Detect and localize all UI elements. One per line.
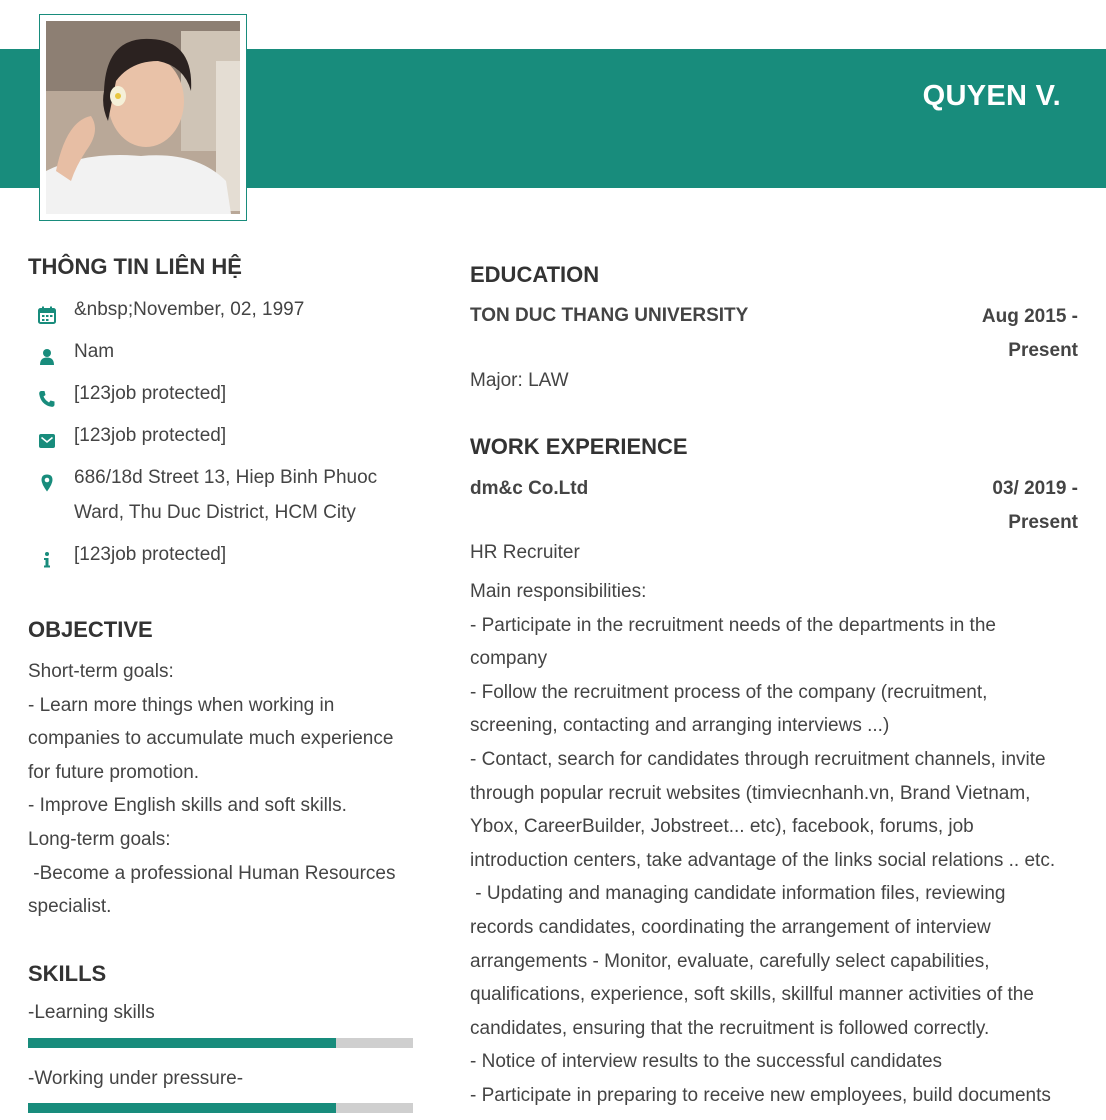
responsibility-line: - Follow the recruitment process of the company (recruitment, <box>470 681 988 703</box>
responsibility-line: arrangements - Monitor, evaluate, carefully select capabilities, <box>470 950 990 972</box>
contact-item-birthdate <box>28 292 418 327</box>
work-company: dm&c Co.Ltd <box>470 478 589 499</box>
contact-section-title: THÔNG TIN LIÊN HỆ <box>28 254 242 279</box>
skill-progress-fill <box>28 1103 336 1113</box>
address-text: 686/18d Street 13, Hiep Binh Phuoc Ward, Thu Duc District, HCM City <box>74 467 378 523</box>
skill-progress-fill <box>28 1038 336 1048</box>
responsibility-line: company <box>470 648 548 670</box>
responsibility-line: - Notice of interview results to the successful candidates <box>470 1051 943 1073</box>
info-text: [123job protected] <box>74 544 227 565</box>
contact-item-info <box>28 537 418 572</box>
skills-section-title: SKILLS <box>28 961 107 986</box>
info-icon <box>38 546 56 564</box>
gender-text: Nam <box>74 341 115 362</box>
candidate-name: QUYEN V. <box>922 80 1061 112</box>
work-date-end: Present <box>1008 511 1078 533</box>
education-institution: TON DUC THANG UNIVERSITY <box>470 305 749 326</box>
education-major: Major: LAW <box>470 370 569 391</box>
profile-photo-frame <box>39 14 247 221</box>
education-date-start: Aug 2015 - <box>981 306 1078 327</box>
contact-item-phone <box>28 376 418 411</box>
responsibility-line: through popular recruit websites (timviecnhanh.vn, Brand Vietnam, <box>470 782 1031 804</box>
responsibility-line: - Updating and managing candidate information files, reviewing <box>470 883 1006 905</box>
contact-item-email <box>28 418 418 453</box>
education-date <box>982 300 1078 367</box>
work-date-start: 03/ 2019 - <box>992 478 1078 499</box>
contact-item-gender <box>28 334 418 369</box>
responsibility-line: Main responsibilities: <box>470 581 647 602</box>
objective-line: Short-term goals: <box>28 661 174 682</box>
responsibility-line: - Contact, search for candidates through recruitment channels, invite <box>470 748 1046 770</box>
work-date <box>992 472 1078 539</box>
profile-photo <box>46 21 240 214</box>
skill-progress-bar <box>28 1103 413 1113</box>
skill-progress-bar <box>28 1038 413 1048</box>
envelope-icon <box>38 427 56 445</box>
work-section-title: WORK EXPERIENCE <box>470 434 688 459</box>
responsibility-line: Ybox, CareerBuilder, Jobstreet... etc), facebook, forums, job <box>470 816 974 838</box>
objective-line: Long-term goals: <box>28 828 171 850</box>
skill-label: -Learning skills <box>28 1002 155 1023</box>
skill-label: -Working under pressure- <box>28 1068 244 1089</box>
objective-line: for future promotion. <box>28 761 200 783</box>
responsibility-line: - Participate in preparing to receive new employees, build documents <box>470 1084 1051 1106</box>
email-text: [123job protected] <box>74 425 227 446</box>
responsibility-line: qualifications, experience, soft skills, skillful manner activities of the <box>470 984 1034 1006</box>
objective-line: - Improve English skills and soft skills. <box>28 795 347 817</box>
objective-line: -Become a professional Human Resources <box>28 862 396 884</box>
contact-item-address <box>28 460 418 530</box>
work-position: HR Recruiter <box>470 542 580 563</box>
objective-line: specialist. <box>28 896 112 918</box>
work-responsibilities <box>470 575 1080 1113</box>
calendar-icon <box>38 301 56 319</box>
phone-text: [123job protected] <box>74 383 227 404</box>
responsibility-line: screening, contacting and arranging interviews ...) <box>470 715 890 737</box>
responsibility-line: records candidates, coordinating the arrangement of interview <box>470 916 991 938</box>
education-section-title: EDUCATION <box>470 262 600 287</box>
objective-line: - Learn more things when working in <box>28 694 335 716</box>
objective-line: companies to accumulate much experience <box>28 728 394 750</box>
user-icon <box>38 343 56 361</box>
education-date-end: Present <box>1008 339 1078 361</box>
responsibility-line: candidates, ensuring that the recruitment is followed correctly. <box>470 1017 990 1039</box>
birthdate-text: &nbsp;November, 02, 1997 <box>74 299 305 320</box>
objective-text <box>28 655 428 924</box>
map-marker-icon <box>38 469 56 487</box>
responsibility-line: introduction centers, take advantage of the links social relations .. etc. <box>470 849 1056 871</box>
objective-section-title: OBJECTIVE <box>28 617 153 642</box>
responsibility-line: - Participate in the recruitment needs of the departments in the <box>470 614 996 636</box>
phone-icon <box>38 385 56 403</box>
